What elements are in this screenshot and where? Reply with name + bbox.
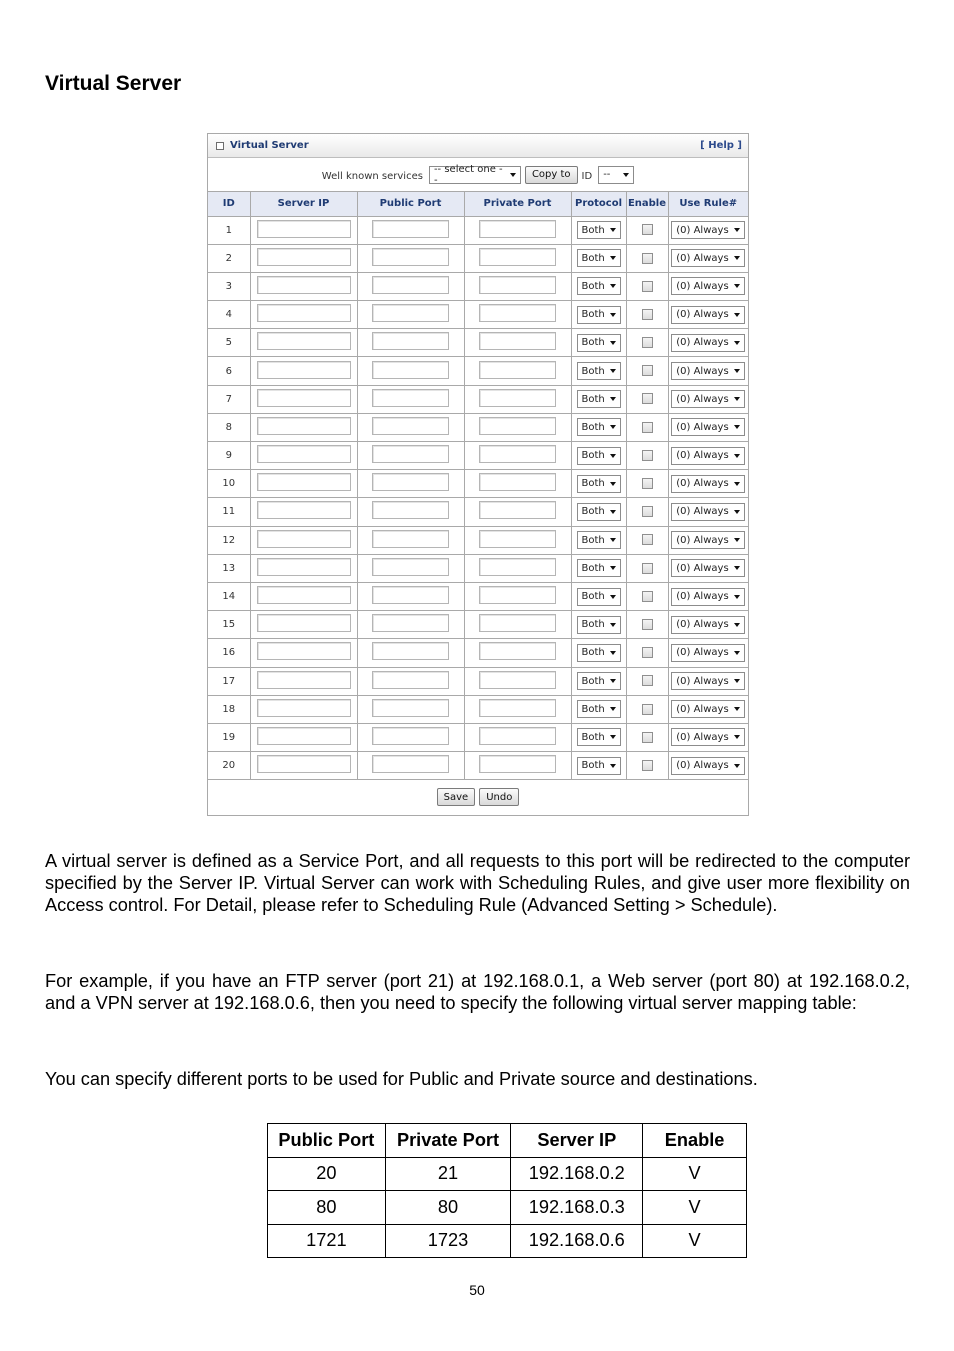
- row-id: 5: [208, 329, 250, 357]
- virtual-server-table: [208, 192, 748, 780]
- protocol-select[interactable]: Both: [577, 728, 621, 746]
- server-ip-input[interactable]: [257, 755, 351, 773]
- private-port-input[interactable]: [479, 501, 556, 519]
- row-id: 4: [208, 301, 250, 329]
- chevron-down-icon: [734, 397, 740, 401]
- table-row: [208, 723, 748, 751]
- protocol-select[interactable]: Both: [577, 362, 621, 380]
- table-row: [208, 357, 748, 385]
- server-ip-input[interactable]: [257, 332, 351, 350]
- chevron-down-icon: [610, 228, 616, 232]
- chevron-down-icon: [734, 595, 740, 599]
- private-port-input[interactable]: [479, 614, 556, 632]
- private-port-input[interactable]: [479, 699, 556, 717]
- public-port-cell: 80: [268, 1191, 386, 1225]
- chevron-down-icon: [610, 595, 616, 599]
- server-ip-input[interactable]: [257, 389, 351, 407]
- private-port-input[interactable]: [479, 530, 556, 548]
- undo-button[interactable]: Undo: [479, 788, 519, 806]
- enable-checkbox[interactable]: [642, 591, 653, 602]
- server-ip-input[interactable]: [257, 586, 351, 604]
- public-port-input[interactable]: [372, 332, 449, 350]
- table-row: [208, 554, 748, 582]
- table-row: [208, 385, 748, 413]
- server-ip-input[interactable]: [257, 642, 351, 660]
- server-ip-input[interactable]: [257, 445, 351, 463]
- private-port-input[interactable]: [479, 755, 556, 773]
- copy-to-button[interactable]: Copy to: [525, 166, 578, 184]
- private-port-input[interactable]: [479, 276, 556, 294]
- chevron-down-icon: [734, 313, 740, 317]
- table-row: [208, 582, 748, 610]
- use-rule-select[interactable]: (0) Always: [671, 277, 745, 295]
- use-rule-select[interactable]: (0) Always: [671, 334, 745, 352]
- row-id: 8: [208, 413, 250, 441]
- server-ip-input[interactable]: [257, 473, 351, 491]
- chevron-down-icon: [734, 482, 740, 486]
- mapping-header-server-ip: Server IP: [511, 1124, 643, 1158]
- enable-checkbox[interactable]: [642, 281, 653, 292]
- enable-checkbox[interactable]: [642, 224, 653, 235]
- row-id: 20: [208, 752, 250, 780]
- server-ip-input[interactable]: [257, 361, 351, 379]
- chevron-down-icon: [610, 764, 616, 768]
- page-heading: Virtual Server: [45, 72, 182, 95]
- public-port-input[interactable]: [372, 755, 449, 773]
- chevron-down-icon: [510, 173, 516, 177]
- table-row: [208, 442, 748, 470]
- id-select[interactable]: --: [598, 166, 634, 184]
- server-ip-cell: 192.168.0.3: [511, 1191, 643, 1225]
- panel-titlebar: [208, 134, 748, 158]
- enable-checkbox[interactable]: [642, 478, 653, 489]
- private-port-input[interactable]: [479, 248, 556, 266]
- row-id: 7: [208, 385, 250, 413]
- chevron-down-icon: [734, 369, 740, 373]
- table-row: [208, 498, 748, 526]
- chevron-down-icon: [734, 425, 740, 429]
- row-id: 19: [208, 723, 250, 751]
- private-port-input[interactable]: [479, 727, 556, 745]
- chevron-down-icon: [734, 707, 740, 711]
- row-id: 6: [208, 357, 250, 385]
- chevron-down-icon: [610, 341, 616, 345]
- enable-checkbox[interactable]: [642, 393, 653, 404]
- enable-checkbox[interactable]: [642, 675, 653, 686]
- use-rule-select[interactable]: (0) Always: [671, 221, 745, 239]
- public-port-input[interactable]: [372, 445, 449, 463]
- protocol-select[interactable]: Both: [577, 221, 621, 239]
- mapping-header-public-port: Public Port: [268, 1124, 386, 1158]
- server-ip-input[interactable]: [257, 614, 351, 632]
- use-rule-select[interactable]: (0) Always: [671, 644, 745, 662]
- mapping-header-row: [268, 1124, 747, 1158]
- table-row: [208, 695, 748, 723]
- protocol-select[interactable]: Both: [577, 757, 621, 775]
- table-row: [208, 244, 748, 272]
- panel-title: Virtual Server: [230, 140, 309, 151]
- public-port-input[interactable]: [372, 614, 449, 632]
- row-id: 13: [208, 554, 250, 582]
- private-port-cell: 1723: [385, 1224, 511, 1258]
- public-port-input[interactable]: [372, 276, 449, 294]
- server-ip-cell: 192.168.0.2: [511, 1157, 643, 1191]
- private-port-input[interactable]: [479, 445, 556, 463]
- enable-checkbox[interactable]: [642, 534, 653, 545]
- server-ip-input[interactable]: [257, 727, 351, 745]
- chevron-down-icon: [734, 764, 740, 768]
- mapping-row: [268, 1191, 747, 1225]
- mapping-header-private-port: Private Port: [385, 1124, 511, 1158]
- enable-checkbox[interactable]: [642, 619, 653, 630]
- chevron-down-icon: [610, 735, 616, 739]
- use-rule-select[interactable]: (0) Always: [671, 728, 745, 746]
- public-port-input[interactable]: [372, 248, 449, 266]
- table-row: [208, 752, 748, 780]
- public-port-input[interactable]: [372, 699, 449, 717]
- table-row: [208, 470, 748, 498]
- row-id: 14: [208, 582, 250, 610]
- service-select[interactable]: -- select one --: [429, 166, 521, 184]
- chevron-down-icon: [610, 284, 616, 288]
- private-port-input[interactable]: [479, 671, 556, 689]
- enable-checkbox[interactable]: [642, 337, 653, 348]
- chevron-down-icon: [610, 369, 616, 373]
- row-id: 10: [208, 470, 250, 498]
- chevron-down-icon: [610, 510, 616, 514]
- use-rule-select[interactable]: (0) Always: [671, 447, 745, 465]
- private-port-input[interactable]: [479, 361, 556, 379]
- table-row: [208, 526, 748, 554]
- protocol-select[interactable]: Both: [577, 418, 621, 436]
- example-paragraph: For example, if you have an FTP server (port 21) at 192.168.0.1, a Web server (port 80) at 192.168.0.2, and a VPN server at 192.168.0.6, then you need to specify the following virtual server mapping table:: [45, 971, 910, 1013]
- use-rule-select[interactable]: (0) Always: [671, 757, 745, 775]
- public-port-input[interactable]: [372, 586, 449, 604]
- server-ip-cell: 192.168.0.6: [511, 1224, 643, 1258]
- chevron-down-icon: [734, 679, 740, 683]
- virtual-server-panel: [207, 133, 749, 816]
- use-rule-select[interactable]: (0) Always: [671, 362, 745, 380]
- use-rule-select[interactable]: (0) Always: [671, 418, 745, 436]
- mapping-row: [268, 1224, 747, 1258]
- use-rule-select[interactable]: (0) Always: [671, 390, 745, 408]
- public-port-input[interactable]: [372, 501, 449, 519]
- chevron-down-icon: [734, 651, 740, 655]
- intro-paragraph: A virtual server is defined as a Service Port, and all requests to this port will be redirected to the computer specified by the Server IP. Virtual Server can work with Scheduling Rules, and give user more flexibility on Access control. For Detail, please refer to Scheduling Rule (Advanced Setting > Schedule).: [45, 851, 910, 915]
- private-port-input[interactable]: [479, 558, 556, 576]
- server-ip-input[interactable]: [257, 220, 351, 238]
- chevron-down-icon: [610, 454, 616, 458]
- chevron-down-icon: [734, 284, 740, 288]
- public-port-input[interactable]: [372, 389, 449, 407]
- column-header-protocol: Protocol: [571, 192, 626, 216]
- chevron-down-icon: [610, 425, 616, 429]
- chevron-down-icon: [734, 228, 740, 232]
- enable-cell: V: [643, 1191, 747, 1225]
- public-port-input[interactable]: [372, 642, 449, 660]
- row-id: 17: [208, 667, 250, 695]
- use-rule-select[interactable]: (0) Always: [671, 588, 745, 606]
- private-port-input[interactable]: [479, 220, 556, 238]
- public-port-input[interactable]: [372, 361, 449, 379]
- mapping-row: [268, 1157, 747, 1191]
- protocol-select[interactable]: Both: [577, 672, 621, 690]
- protocol-select[interactable]: Both: [577, 306, 621, 324]
- table-row: [208, 301, 748, 329]
- panel-footer: [208, 780, 748, 814]
- server-ip-input[interactable]: [257, 276, 351, 294]
- chevron-down-icon: [734, 566, 740, 570]
- column-header-server-ip: Server IP: [250, 192, 357, 216]
- server-ip-input[interactable]: [257, 699, 351, 717]
- private-port-input[interactable]: [479, 417, 556, 435]
- enable-checkbox[interactable]: [642, 760, 653, 771]
- use-rule-select[interactable]: (0) Always: [671, 475, 745, 493]
- use-rule-select[interactable]: (0) Always: [671, 559, 745, 577]
- enable-checkbox[interactable]: [642, 450, 653, 461]
- ports-paragraph: You can specify different ports to be used for Public and Private source and destinations.: [45, 1069, 758, 1089]
- chevron-down-icon: [610, 256, 616, 260]
- enable-checkbox[interactable]: [642, 365, 653, 376]
- table-header-row: [208, 192, 748, 216]
- server-ip-input[interactable]: [257, 304, 351, 322]
- column-header-enable: Enable: [626, 192, 668, 216]
- private-port-cell: 21: [385, 1157, 511, 1191]
- private-port-input[interactable]: [479, 473, 556, 491]
- protocol-select[interactable]: Both: [577, 447, 621, 465]
- column-header-private-port: Private Port: [464, 192, 571, 216]
- id-label: ID: [581, 171, 593, 182]
- enable-checkbox[interactable]: [642, 647, 653, 658]
- private-port-input[interactable]: [479, 304, 556, 322]
- enable-checkbox[interactable]: [642, 253, 653, 264]
- protocol-select[interactable]: Both: [577, 249, 621, 267]
- private-port-input[interactable]: [479, 586, 556, 604]
- row-id: 3: [208, 272, 250, 300]
- chevron-down-icon: [734, 454, 740, 458]
- protocol-select[interactable]: Both: [577, 390, 621, 408]
- chevron-down-icon: [734, 623, 740, 627]
- row-id: 16: [208, 639, 250, 667]
- enable-checkbox[interactable]: [642, 732, 653, 743]
- server-ip-input[interactable]: [257, 417, 351, 435]
- protocol-select[interactable]: Both: [577, 277, 621, 295]
- private-port-input[interactable]: [479, 389, 556, 407]
- enable-checkbox[interactable]: [642, 422, 653, 433]
- page-number: 50: [469, 1282, 485, 1298]
- public-port-input[interactable]: [372, 304, 449, 322]
- public-port-input[interactable]: [372, 671, 449, 689]
- protocol-select[interactable]: Both: [577, 334, 621, 352]
- use-rule-select[interactable]: (0) Always: [671, 503, 745, 521]
- chevron-down-icon: [610, 397, 616, 401]
- enable-checkbox[interactable]: [642, 506, 653, 517]
- table-row: [208, 329, 748, 357]
- enable-cell: V: [643, 1224, 747, 1258]
- row-id: 15: [208, 611, 250, 639]
- protocol-select[interactable]: Both: [577, 475, 621, 493]
- column-header-use-rule: Use Rule#: [668, 192, 748, 216]
- table-row: [208, 639, 748, 667]
- server-ip-input[interactable]: [257, 248, 351, 266]
- mapping-table: [267, 1123, 747, 1258]
- chevron-down-icon: [734, 256, 740, 260]
- server-ip-input[interactable]: [257, 530, 351, 548]
- chevron-down-icon: [734, 510, 740, 514]
- protocol-select[interactable]: Both: [577, 503, 621, 521]
- enable-checkbox[interactable]: [642, 704, 653, 715]
- public-port-input[interactable]: [372, 417, 449, 435]
- well-known-services-label: Well known services: [321, 171, 423, 182]
- chevron-down-icon: [623, 173, 629, 177]
- public-port-input[interactable]: [372, 727, 449, 745]
- server-ip-input[interactable]: [257, 671, 351, 689]
- protocol-select[interactable]: Both: [577, 559, 621, 577]
- use-rule-select[interactable]: (0) Always: [671, 531, 745, 549]
- column-header-public-port: Public Port: [357, 192, 464, 216]
- chevron-down-icon: [610, 707, 616, 711]
- enable-checkbox[interactable]: [642, 309, 653, 320]
- column-header-id: ID: [208, 192, 250, 216]
- row-id: 1: [208, 216, 250, 244]
- chevron-down-icon: [610, 566, 616, 570]
- chevron-down-icon: [734, 735, 740, 739]
- row-id: 18: [208, 695, 250, 723]
- use-rule-select[interactable]: (0) Always: [671, 672, 745, 690]
- public-port-input[interactable]: [372, 530, 449, 548]
- row-id: 11: [208, 498, 250, 526]
- square-bullet-icon: [216, 142, 224, 150]
- protocol-select[interactable]: Both: [577, 616, 621, 634]
- public-port-cell: 1721: [268, 1224, 386, 1258]
- row-id: 9: [208, 442, 250, 470]
- server-ip-input[interactable]: [257, 558, 351, 576]
- use-rule-select[interactable]: (0) Always: [671, 249, 745, 267]
- chevron-down-icon: [734, 341, 740, 345]
- server-ip-input[interactable]: [257, 501, 351, 519]
- protocol-select[interactable]: Both: [577, 644, 621, 662]
- use-rule-select[interactable]: (0) Always: [671, 616, 745, 634]
- table-row: [208, 413, 748, 441]
- save-button[interactable]: Save: [437, 788, 476, 806]
- chevron-down-icon: [610, 538, 616, 542]
- help-link[interactable]: [ Help ]: [700, 140, 742, 151]
- table-row: [208, 667, 748, 695]
- table-row: [208, 611, 748, 639]
- public-port-cell: 20: [268, 1157, 386, 1191]
- table-row: [208, 272, 748, 300]
- public-port-input[interactable]: [372, 558, 449, 576]
- chevron-down-icon: [734, 538, 740, 542]
- chevron-down-icon: [610, 623, 616, 627]
- private-port-cell: 80: [385, 1191, 511, 1225]
- chevron-down-icon: [610, 482, 616, 486]
- use-rule-select[interactable]: (0) Always: [671, 306, 745, 324]
- row-id: 12: [208, 526, 250, 554]
- mapping-header-enable: Enable: [643, 1124, 747, 1158]
- enable-cell: V: [643, 1157, 747, 1191]
- row-id: 2: [208, 244, 250, 272]
- use-rule-select[interactable]: (0) Always: [671, 700, 745, 718]
- private-port-input[interactable]: [479, 332, 556, 350]
- table-row: [208, 216, 748, 244]
- well-known-services-row: [208, 158, 748, 192]
- protocol-select[interactable]: Both: [577, 531, 621, 549]
- protocol-select[interactable]: Both: [577, 700, 621, 718]
- chevron-down-icon: [610, 313, 616, 317]
- private-port-input[interactable]: [479, 642, 556, 660]
- chevron-down-icon: [610, 651, 616, 655]
- public-port-input[interactable]: [372, 473, 449, 491]
- public-port-input[interactable]: [372, 220, 449, 238]
- protocol-select[interactable]: Both: [577, 588, 621, 606]
- chevron-down-icon: [610, 679, 616, 683]
- enable-checkbox[interactable]: [642, 563, 653, 574]
